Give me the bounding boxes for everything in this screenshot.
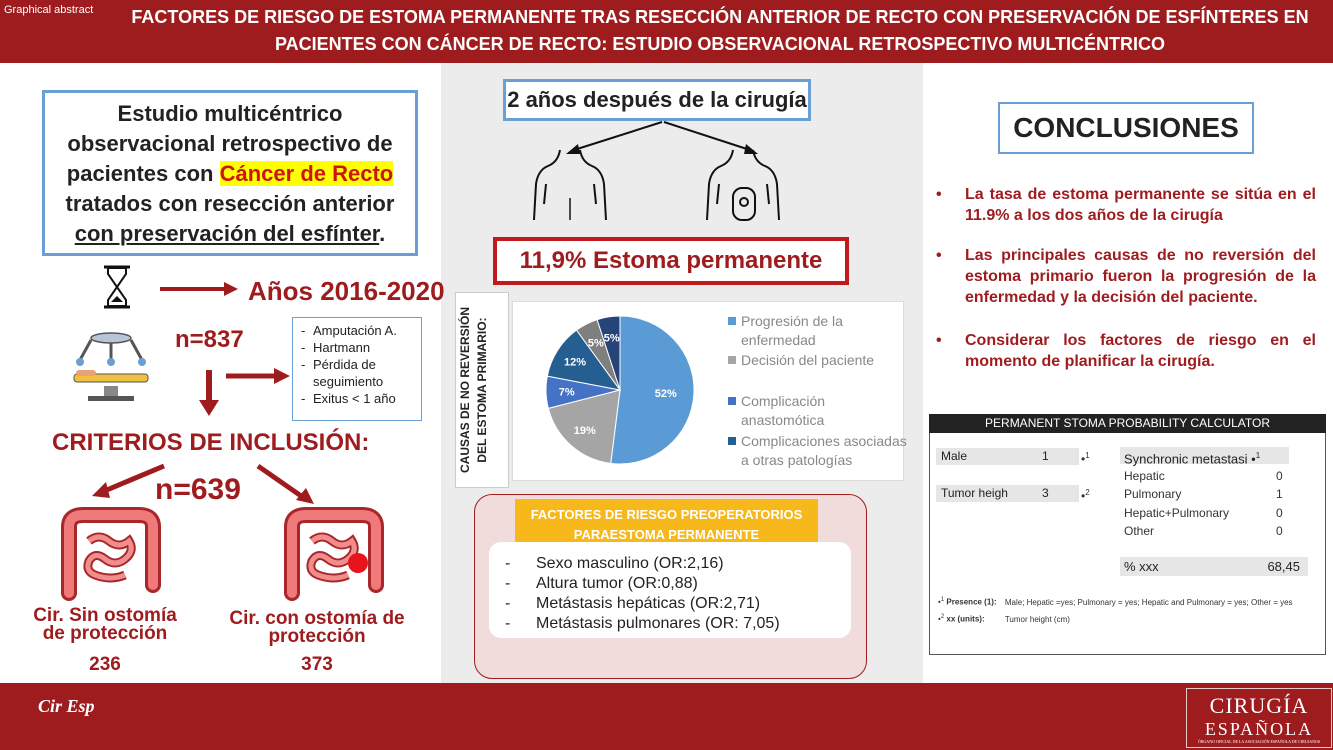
group2-label <box>222 610 412 646</box>
logo-line1: CIRUGÍA <box>1209 693 1309 718</box>
option-value[interactable]: 0 <box>1276 469 1283 483</box>
male-label: Male <box>941 449 968 463</box>
pie-slice-0 <box>611 316 694 464</box>
legend-label-2: anastomótica <box>741 412 825 428</box>
stoma-rate-box: 11,9% Estoma permanente <box>493 237 849 285</box>
legend-anastomotic <box>728 392 825 430</box>
exclusion-item: - Hartmann <box>301 339 417 356</box>
graphical-abstract-tag: Graphical abstract <box>4 4 94 16</box>
foot-key: xx (units): <box>944 614 985 624</box>
marker-sup: 2 <box>1085 488 1090 497</box>
result-field <box>1120 557 1308 576</box>
legend-other-pathologies <box>728 432 907 470</box>
study-line-1: Estudio multicéntrico <box>117 101 343 126</box>
tumor-height-label: Tumor heigh <box>941 486 1008 500</box>
conclusion-item <box>936 330 1316 372</box>
logo-line2: ESPAÑOLA <box>1204 719 1314 739</box>
down-arrow-icon <box>197 370 221 418</box>
pie-label-3: 12% <box>563 356 587 369</box>
study-line-5-end: . <box>379 221 386 246</box>
risk-factors-list <box>489 542 851 638</box>
conclusion-item <box>936 184 1316 226</box>
male-value: 1 <box>1042 449 1049 463</box>
foot-text: Tumor height (cm) <box>1004 614 1070 624</box>
legend-progression <box>728 312 843 350</box>
pie-label-5: 5% <box>603 332 620 345</box>
risk-title-line1: FACTORES DE RIESGO PREOPERATORIOS <box>530 507 803 522</box>
legend-swatch <box>728 317 736 325</box>
group2-label-line2: protección <box>268 626 366 647</box>
option-value[interactable]: 0 <box>1276 524 1283 538</box>
title-line-2: PACIENTES CON CÁNCER DE RECTO: ESTUDIO OBSERVACIONAL RETROSPECTIVO MULTICÉNTRICO <box>274 34 1166 54</box>
group1-label-line1: Cir. Sin ostomía <box>33 605 177 626</box>
risk-factor-item: - Sexo masculino (OR:2,16) <box>489 554 851 574</box>
exclusion-arrow-icon <box>226 366 292 386</box>
legend-swatch <box>728 437 736 445</box>
result-value: 68,45 <box>1267 559 1300 574</box>
option-value[interactable]: 1 <box>1276 487 1283 501</box>
included-patients: n=639 <box>155 473 241 506</box>
study-years: Años 2016-2020 <box>248 276 445 306</box>
tumor-height-field[interactable] <box>936 485 1079 502</box>
journal-logo <box>1186 688 1332 748</box>
foot-dot: • <box>938 614 941 624</box>
foot-text: Male; Hepatic =yes; Pulmonary = yes; Hepatic and Pulmonary = yes; Other = yes <box>1004 597 1293 607</box>
tumor-marker <box>1081 485 1090 504</box>
pie-label-2: 7% <box>558 386 575 399</box>
causes-title <box>457 296 509 484</box>
study-line-3-text: pacientes con <box>66 161 220 186</box>
conclusion-item <box>936 245 1316 308</box>
marker-dot: • <box>1251 451 1256 467</box>
study-line-3 <box>45 159 415 189</box>
option-value[interactable]: 0 <box>1276 506 1283 520</box>
male-marker <box>1081 448 1090 467</box>
followup-box: 2 años después de la cirugía <box>503 79 811 121</box>
group1-label-line2: de protección <box>42 623 168 644</box>
footnote-2 <box>938 614 1070 624</box>
group2-label-line1: Cir. con ostomía de <box>229 608 405 629</box>
foot-sup: 1 <box>940 597 945 603</box>
total-patients: n=837 <box>175 326 244 353</box>
pie-chart <box>540 310 700 470</box>
tumor-height-value: 3 <box>1042 486 1049 500</box>
legend-label-2: a otras patologías <box>741 452 853 468</box>
bullet: • <box>936 332 942 349</box>
marker-sup: 1 <box>1085 451 1090 460</box>
legend-label-2: enfermedad <box>741 332 816 348</box>
study-line-2: observacional retrospectivo de <box>67 131 393 156</box>
legend-swatch <box>728 356 736 364</box>
synchronic-label: Synchronic metastasi <box>1124 451 1252 467</box>
risk-factor-item: - Metástasis pulmonares (OR: 7,05) <box>489 614 851 634</box>
exclusion-item: - Pérdida de seguimiento <box>301 356 417 390</box>
title-line-1: FACTORES DE RIESGO DE ESTOMA PERMANENTE TRAS RESECCIÓN ANTERIOR DE RECTO CON PRESERVACIÓN DE ESFÍNTERES EN <box>131 7 1309 27</box>
legend-label: Decisión del paciente <box>741 352 875 368</box>
foot-dot: • <box>938 597 941 607</box>
foot-key: Presence (1): <box>944 597 997 607</box>
legend-label: Complicación <box>741 393 826 409</box>
logo-line3: ÓRGANO OFICIAL DE LA ASOCIACIÓN ESPAÑOLA DE CIRUJANOS <box>1197 739 1321 744</box>
operating-room-icon <box>66 330 156 402</box>
conclusion-text: Considerar los factores de riesgo en el momento de planificar la cirugía. <box>965 332 1316 370</box>
group2-count: 373 <box>301 654 333 675</box>
group1-count: 236 <box>89 654 121 675</box>
causes-title-line1: CAUSAS DE NO REVERSIÓN <box>458 306 472 474</box>
footnote-1 <box>938 597 1293 607</box>
calculator-title: PERMANENT STOMA PROBABILITY CALCULATOR <box>929 414 1326 433</box>
legend-swatch <box>728 397 736 405</box>
intestine-icon <box>55 505 165 601</box>
exclusion-item: - Amputación A. <box>301 322 417 339</box>
hourglass-icon <box>100 264 134 310</box>
torso-icon <box>530 148 610 230</box>
study-description-box <box>42 90 418 256</box>
risk-title-line2: PARAESTOMA PERMANENTE <box>573 527 760 542</box>
study-line-5-underlined: con preservación del esfínter <box>74 221 380 246</box>
legend-label: Complicaciones asociadas <box>741 433 907 449</box>
intestine-with-stoma-icon <box>278 505 388 601</box>
page-title <box>120 4 1320 58</box>
risk-factor-item: - Metástasis hepáticas (OR:2,71) <box>489 594 851 614</box>
exclusion-item: - Exitus < 1 año <box>301 390 417 407</box>
cancer-highlight: Cáncer de Recto <box>219 161 394 186</box>
conclusions-title: CONCLUSIONES <box>998 102 1254 154</box>
study-line-5 <box>45 219 415 249</box>
torso-with-stoma-icon <box>703 148 783 230</box>
study-line-4: tratados con resección anterior <box>65 191 395 216</box>
option-name: Hepatic <box>1124 469 1165 483</box>
synchronic-metastasis-field[interactable] <box>1120 447 1289 467</box>
arrow-years-icon <box>160 280 240 298</box>
foot-sup: 2 <box>940 614 945 620</box>
marker-sup: 1 <box>1255 451 1261 460</box>
exclusions-box <box>292 317 422 421</box>
legend-decision <box>728 351 874 370</box>
causes-title-line2: DEL ESTOMA PRIMARIO: <box>475 317 489 463</box>
risk-factor-item: - Altura tumor (OR:0,88) <box>489 574 851 594</box>
option-name: Hepatic+Pulmonary <box>1124 506 1230 520</box>
pie-label-4: 5% <box>587 337 604 350</box>
pie-label-1: 19% <box>573 424 596 437</box>
pie-label-0: 52% <box>654 387 677 400</box>
marker-dot: • <box>1081 489 1086 503</box>
marker-dot: • <box>1081 452 1086 466</box>
bullet: • <box>936 186 942 203</box>
inclusion-criteria-heading: CRITERIOS DE INCLUSIÓN: <box>52 429 370 456</box>
male-field[interactable] <box>936 448 1079 465</box>
legend-label: Progresión de la <box>741 313 843 329</box>
footer-bar <box>0 683 1333 750</box>
option-name: Other <box>1124 524 1155 538</box>
conclusion-text: La tasa de estoma permanente se sitúa en el 11.9% a los dos años de la cirugía <box>965 186 1316 224</box>
result-label: % xxx <box>1124 559 1159 574</box>
group1-label <box>20 607 190 643</box>
bullet: • <box>936 247 942 264</box>
journal-name: Cir Esp <box>38 696 95 716</box>
option-name: Pulmonary <box>1124 487 1182 501</box>
conclusion-text: Las principales causas de no reversión del estoma primario fueron la progresión de la enfermedad y la decisión del paciente. <box>965 247 1316 306</box>
